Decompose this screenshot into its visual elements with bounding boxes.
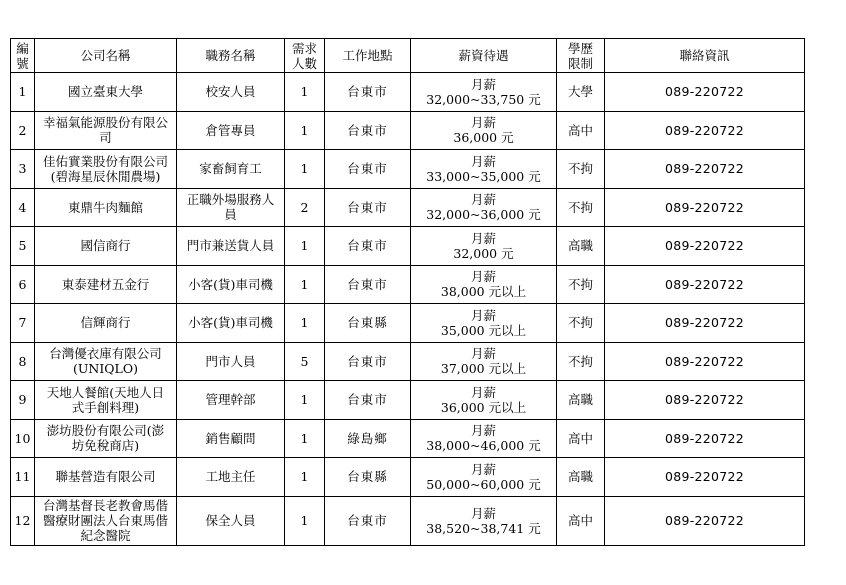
contact-phone: 089-220722: [605, 419, 805, 458]
header-location: 工作地點: [325, 39, 411, 73]
salary: [411, 304, 557, 343]
job-title-line: 銷售顧問: [205, 430, 256, 446]
header-row: [11, 39, 805, 73]
salary-line: 37,000 元以上: [440, 361, 527, 377]
table-row: [11, 150, 805, 189]
company-name: [35, 419, 177, 458]
contact-phone: 089-220722: [605, 227, 805, 266]
company-name-line: 司: [99, 130, 112, 146]
work-location: 台東縣: [325, 458, 411, 497]
job-title-line: 員: [224, 207, 237, 223]
header-job: 職務名稱: [177, 39, 285, 73]
salary-line: 月薪: [470, 346, 496, 362]
job-title-line: 管理幹部: [205, 392, 256, 408]
contact-phone: 089-220722: [605, 458, 805, 497]
education-requirement: 高中: [557, 496, 605, 545]
headcount: 1: [285, 458, 325, 497]
salary-line: 50,000~60,000 元: [426, 476, 541, 492]
contact-phone: 089-220722: [605, 304, 805, 343]
header-count: [285, 39, 325, 73]
company-name: [35, 73, 177, 112]
education-requirement: 不拘: [557, 304, 605, 343]
salary-line: 33,000~35,000 元: [426, 168, 541, 184]
row-number: 9: [11, 381, 35, 420]
company-name-line: 國立臺東大學: [67, 84, 143, 100]
salary-line: 38,520~38,741 元: [426, 520, 541, 536]
company-name-line: 幸福氣能源股份有限公: [42, 115, 168, 131]
header-company: 公司名稱: [35, 39, 177, 73]
job-title-line: 門市兼送貨人員: [186, 238, 275, 254]
header-count-line: 人數: [291, 55, 317, 71]
work-location: 台東市: [325, 342, 411, 381]
job-title-line: 倉管專員: [205, 122, 256, 138]
job-title-line: 保全人員: [205, 513, 256, 528]
education-requirement: 高職: [557, 458, 605, 497]
header-no: 編號: [11, 39, 35, 73]
row-number: 4: [11, 188, 35, 227]
contact-phone: 089-220722: [605, 381, 805, 420]
job-title: [177, 188, 285, 227]
salary-line: 38,000 元以上: [440, 284, 527, 300]
table-row: [11, 304, 805, 343]
company-name: [35, 265, 177, 304]
job-title: [177, 111, 285, 150]
salary: [411, 265, 557, 304]
job-title: [177, 150, 285, 189]
company-name-line: 東鼎牛肉麵館: [67, 199, 143, 215]
job-title: [177, 304, 285, 343]
salary-line: 月薪: [470, 461, 496, 477]
company-name-line: 信輝商行: [80, 315, 131, 331]
job-title: [177, 419, 285, 458]
headcount: 1: [285, 150, 325, 189]
row-number: 5: [11, 227, 35, 266]
salary-line: 月薪: [470, 307, 496, 323]
header-education: [557, 39, 605, 73]
work-location: 台東市: [325, 265, 411, 304]
job-title: [177, 73, 285, 112]
headcount: 1: [285, 73, 325, 112]
salary-line: 月薪: [470, 505, 496, 521]
salary-line: 38,000~46,000 元: [426, 438, 541, 454]
headcount: 2: [285, 188, 325, 227]
contact-phone: 089-220722: [605, 342, 805, 381]
salary: [411, 188, 557, 227]
company-name-line: 台灣基督長老教會馬偕: [42, 498, 168, 513]
job-title-line: 家畜飼育工: [199, 161, 262, 177]
job-title-line: 校安人員: [205, 84, 256, 100]
row-number: 8: [11, 342, 35, 381]
job-title: [177, 265, 285, 304]
contact-phone: 089-220722: [605, 73, 805, 112]
table-row: [11, 73, 805, 112]
header-count-line: 需求: [291, 40, 317, 56]
job-title-line: 小客(貨)車司機: [188, 315, 273, 331]
table-row: [11, 188, 805, 227]
work-location: 台東市: [325, 111, 411, 150]
headcount: 1: [285, 496, 325, 545]
job-title-line: 正職外場服務人: [186, 192, 275, 208]
headcount: 1: [285, 381, 325, 420]
company-name: [35, 150, 177, 189]
job-title: [177, 342, 285, 381]
work-location: 台東縣: [325, 304, 411, 343]
table-row: [11, 227, 805, 266]
job-listing-sheet: [10, 38, 805, 546]
company-name: [35, 111, 177, 150]
row-number: 7: [11, 304, 35, 343]
company-name-line: (碧海星辰休閒農場): [50, 168, 161, 184]
education-requirement: 高中: [557, 111, 605, 150]
education-requirement: 不拘: [557, 188, 605, 227]
row-number: 10: [11, 419, 35, 458]
contact-phone: 089-220722: [605, 496, 805, 545]
contact-phone: 089-220722: [605, 188, 805, 227]
job-listing-table: [10, 38, 805, 546]
salary-line: 32,000~33,750 元: [426, 91, 541, 107]
salary-line: 月薪: [470, 269, 496, 285]
work-location: 台東市: [325, 188, 411, 227]
company-name-line: (UNIQLO): [73, 361, 138, 377]
work-location: 綠島鄉: [325, 419, 411, 458]
job-title-line: 門市人員: [205, 353, 256, 369]
contact-phone: 089-220722: [605, 265, 805, 304]
company-name-line: 聯基營造有限公司: [55, 469, 156, 485]
salary: [411, 342, 557, 381]
salary: [411, 111, 557, 150]
salary: [411, 381, 557, 420]
job-title: [177, 496, 285, 545]
headcount: 1: [285, 419, 325, 458]
work-location: 台東市: [325, 227, 411, 266]
salary-line: 月薪: [470, 153, 496, 169]
salary-line: 月薪: [470, 115, 496, 131]
salary-line: 月薪: [470, 192, 496, 208]
row-number: 3: [11, 150, 35, 189]
header-education-line: 限制: [567, 55, 593, 71]
education-requirement: 高職: [557, 227, 605, 266]
table-row: [11, 342, 805, 381]
salary-line: 35,000 元以上: [440, 322, 527, 338]
job-title: [177, 227, 285, 266]
work-location: 台東市: [325, 73, 411, 112]
company-name-line: 澎坊股份有限公司(澎: [46, 423, 165, 439]
row-number: 2: [11, 111, 35, 150]
salary-line: 月薪: [470, 423, 496, 439]
education-requirement: 不拘: [557, 342, 605, 381]
salary: [411, 227, 557, 266]
company-name: [35, 496, 177, 545]
company-name: [35, 342, 177, 381]
work-location: 台東市: [325, 381, 411, 420]
table-row: [11, 111, 805, 150]
company-name-line: 紀念醫院: [80, 528, 131, 543]
headcount: 5: [285, 342, 325, 381]
header-salary: 薪資待遇: [411, 39, 557, 73]
job-title: [177, 458, 285, 497]
table-row: [11, 496, 805, 545]
education-requirement: 高中: [557, 419, 605, 458]
salary-line: 月薪: [470, 230, 496, 246]
education-requirement: 不拘: [557, 265, 605, 304]
education-requirement: 高職: [557, 381, 605, 420]
row-number: 1: [11, 73, 35, 112]
work-location: 台東市: [325, 496, 411, 545]
contact-phone: 089-220722: [605, 111, 805, 150]
salary-line: 32,000 元: [453, 245, 514, 261]
salary-line: 36,000 元以上: [440, 399, 527, 415]
job-title: [177, 381, 285, 420]
salary-line: 36,000 元: [453, 130, 514, 146]
row-number: 11: [11, 458, 35, 497]
header-contact: 聯絡資訊: [605, 39, 805, 73]
education-requirement: 大學: [557, 73, 605, 112]
job-title-line: 小客(貨)車司機: [188, 276, 273, 292]
company-name-line: 國信商行: [80, 238, 131, 254]
salary: [411, 73, 557, 112]
contact-phone: 089-220722: [605, 150, 805, 189]
company-name: [35, 381, 177, 420]
headcount: 1: [285, 111, 325, 150]
salary-line: 月薪: [470, 384, 496, 400]
headcount: 1: [285, 265, 325, 304]
company-name: [35, 188, 177, 227]
table-row: [11, 265, 805, 304]
row-number: 12: [11, 496, 35, 545]
header-education-line: 學歷: [567, 40, 593, 56]
salary-line: 月薪: [470, 76, 496, 92]
company-name-line: 坊免稅商店): [71, 438, 140, 454]
headcount: 1: [285, 227, 325, 266]
education-requirement: 不拘: [557, 150, 605, 189]
company-name-line: 東泰建材五金行: [61, 276, 150, 292]
company-name-line: 天地人餐館(天地人日: [46, 384, 165, 400]
salary: [411, 458, 557, 497]
table-row: [11, 458, 805, 497]
work-location: 台東市: [325, 150, 411, 189]
salary: [411, 150, 557, 189]
company-name-line: 佳佑實業股份有限公司: [42, 153, 168, 169]
headcount: 1: [285, 304, 325, 343]
company-name-line: 式手創料理): [71, 399, 140, 415]
company-name-line: 醫療財團法人台東馬偕: [42, 513, 168, 528]
company-name: [35, 304, 177, 343]
company-name: [35, 227, 177, 266]
salary-line: 32,000~36,000 元: [426, 207, 541, 223]
row-number: 6: [11, 265, 35, 304]
salary: [411, 496, 557, 545]
table-row: [11, 381, 805, 420]
job-title-line: 工地主任: [205, 469, 256, 485]
table-row: [11, 419, 805, 458]
salary: [411, 419, 557, 458]
company-name: [35, 458, 177, 497]
company-name-line: 台灣優衣庫有限公司: [49, 346, 162, 362]
